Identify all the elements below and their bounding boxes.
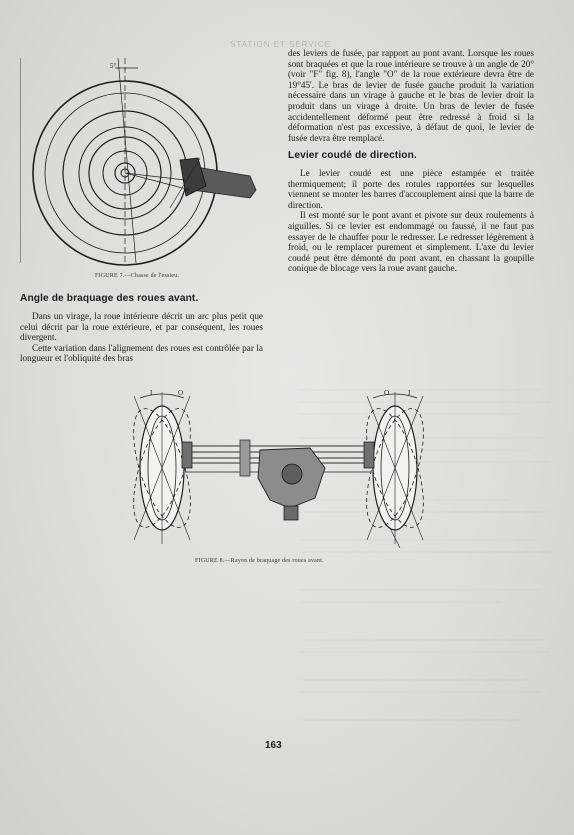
ghost-header: STATION ET SERVICE	[230, 40, 331, 49]
section-heading-angle: Angle de braquage des roues avant.	[20, 293, 199, 304]
paragraph: Dans un virage, la roue intérieure décrit un arc plus petit que celui décrit par la roue extérieure, et par conséquent, les roues divergent.	[20, 311, 263, 343]
right-text-column	[288, 48, 534, 274]
paragraph: Le levier coudé est une pièce estampée et traitée thermiquement; il porte des rotules rapportées sur lesquelles viennent se monter les barres d'accouplement ainsi que la barre de direction.	[288, 167, 534, 210]
figure-8-label-i-right: I	[408, 389, 411, 397]
left-text-column	[20, 311, 263, 364]
figure-8-turning-radius-diagram	[110, 388, 470, 548]
figure-7-wheel-caster-diagram	[20, 58, 280, 268]
figure-8-label-i-left: I	[150, 389, 153, 397]
page-number: 163	[265, 740, 282, 751]
figure-7-angle-label: 5°	[110, 62, 117, 70]
figure-7-caption: FIGURE 7.—Chasse de l'essieu.	[95, 273, 180, 279]
section-heading-levier: Levier coudé de direction.	[288, 150, 417, 162]
figure-8-label-o-left: O	[178, 389, 184, 397]
figure-8-caption: FIGURE 8.—Rayon de braquage des roues avant.	[195, 558, 324, 564]
paragraph: Cette variation dans l'alignement des roues est contrôlée par la longueur et l'obliquité des bras	[20, 342, 263, 364]
figure-8-label-o-right: O	[384, 389, 390, 397]
paragraph: des leviers de fusée, par rapport au pont avant. Lorsque les roues sont braquées et que la roue intérieure se trouve à un angle de 20° (voir "F" fig. 8), l'angle "O" de la roue extérieure devra être de 19°45'. Le bras de levier de fusée gauche produit la variation nécessaire dans un virage à gauche et le bras de levier droit la produit dans un virage à droite. Un bras de levier de fusée accidentellement déformé peut être redressé à froid si la déformation n'est pas excessive, à défaut de quoi, le levier de fusée devra être remplacé.	[288, 48, 534, 143]
paragraph: Il est monté sur le pont avant et pivote sur deux roulements à aiguilles. Si ce levier est endommagé ou faussé, il ne faut pas essayer de le chauffer pour le redresser. Le redresser légèrement à froid, ou le remplacer purement et simplement. L'axe du levier coudé peut être démonté du pont avant, en chassant la goupille conique de blocage vers la roue avant gauche.	[288, 210, 534, 274]
